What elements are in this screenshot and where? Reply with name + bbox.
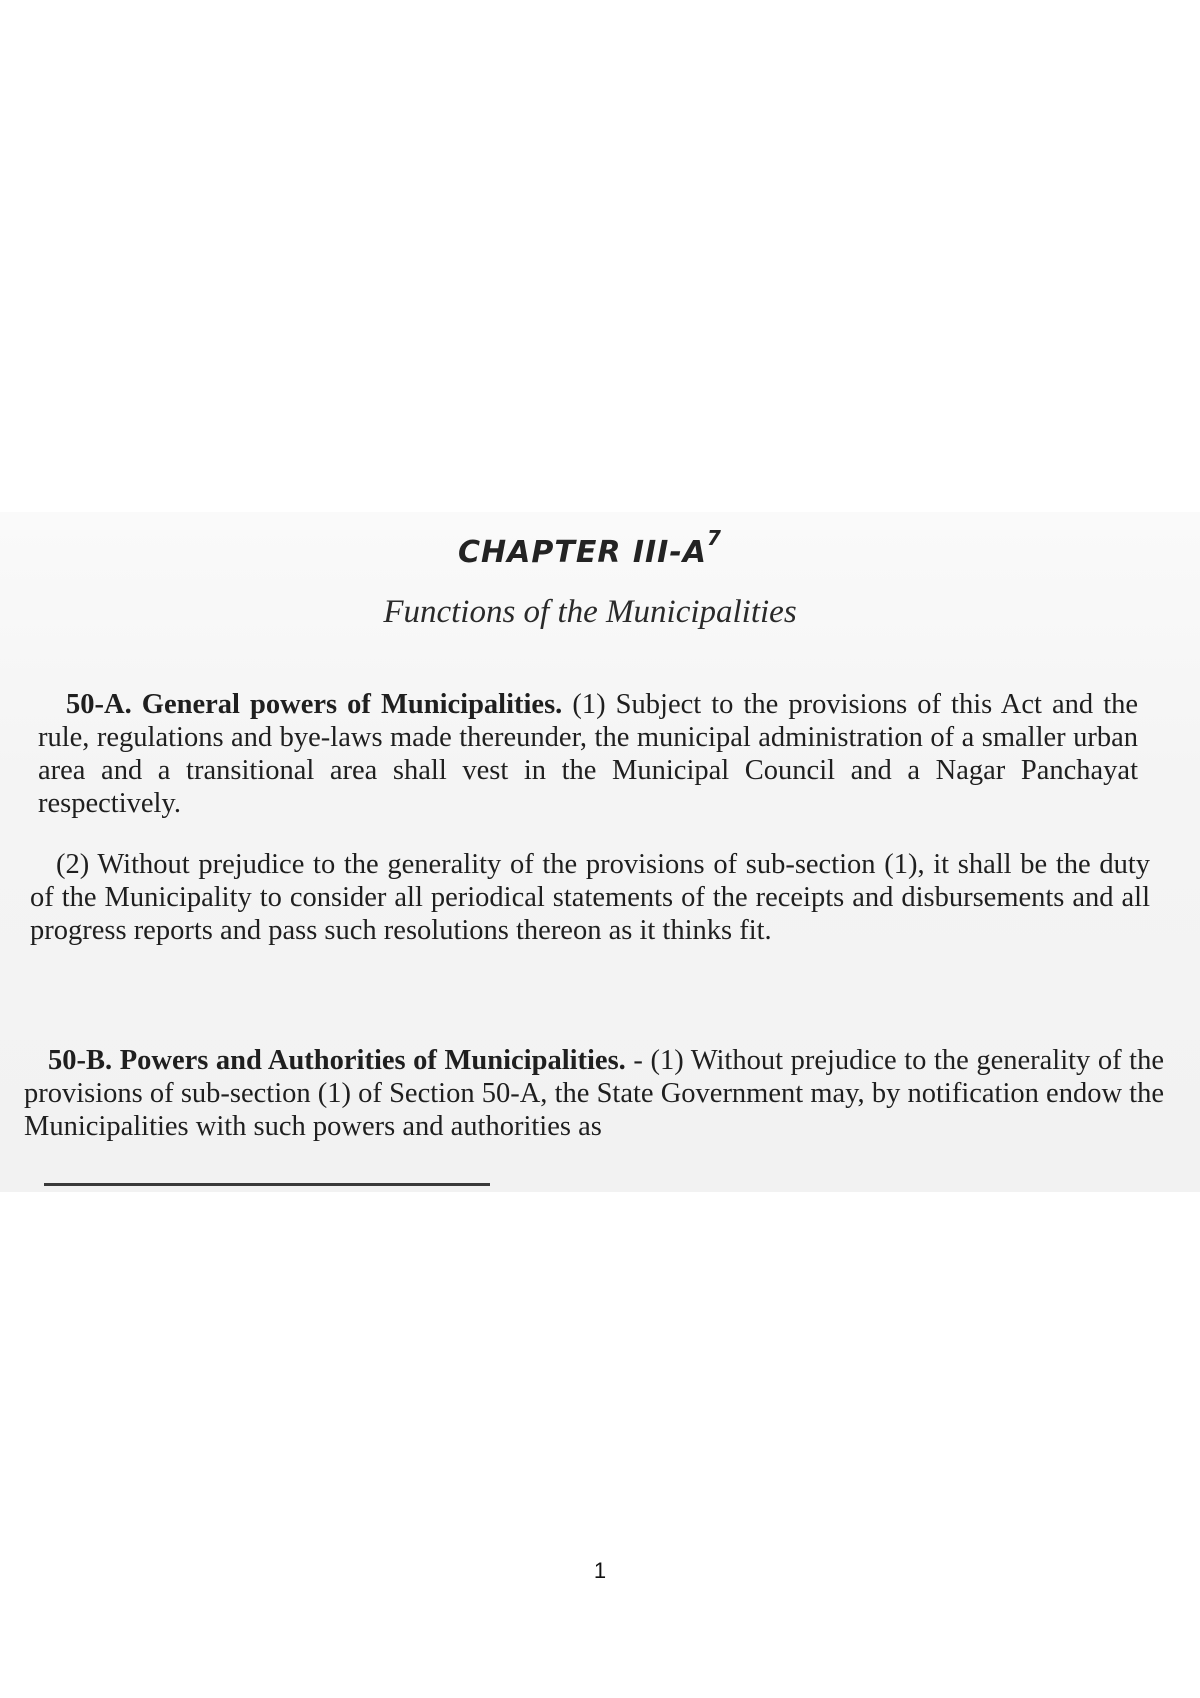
section-50b-paragraph-1 bbox=[24, 1044, 1164, 1143]
section-50a-heading: General powers of Municipalities. bbox=[141, 689, 563, 720]
page-number: 1 bbox=[593, 1558, 607, 1583]
section-50a-paragraph-2: (2) Without prejudice to the generality of the provisions of sub-section (1), it shall be the duty of the Municipality to consider all periodical statements of the receipts and disbursements and all progress reports and pass such resolutions thereon as it thinks fit. bbox=[30, 849, 1150, 946]
section-50b-number: 50-B. bbox=[48, 1045, 113, 1076]
section-50a-number: 50-A. bbox=[66, 689, 132, 720]
section-50b-heading: Powers and Authorities of Municipalities. bbox=[119, 1045, 626, 1076]
section-50a-paragraph-1 bbox=[38, 688, 1138, 820]
section-50a-text-1: (1) Subject to the provisions of this Act and the rule, regulations and bye-laws made thereunder, the municipal administration of a smaller urban area and a transitional area shall vest in the Municipal Council and a Nagar Panchayat respectively. bbox=[38, 689, 1139, 819]
chapter-title-text: CHAPTER III-A bbox=[458, 535, 708, 570]
section-50b-text-1: - (1) Without prejudice to the generality of the provisions of sub-section (1) of Section 50-A, the State Government may, by notification endow the Municipalities with such powers and authorities as bbox=[24, 1045, 1164, 1142]
footnote-divider bbox=[44, 1183, 490, 1186]
chapter-title bbox=[0, 526, 1180, 570]
footnote-reference: 7 bbox=[707, 526, 722, 550]
chapter-subtitle: Functions of the Municipalities bbox=[383, 594, 797, 630]
